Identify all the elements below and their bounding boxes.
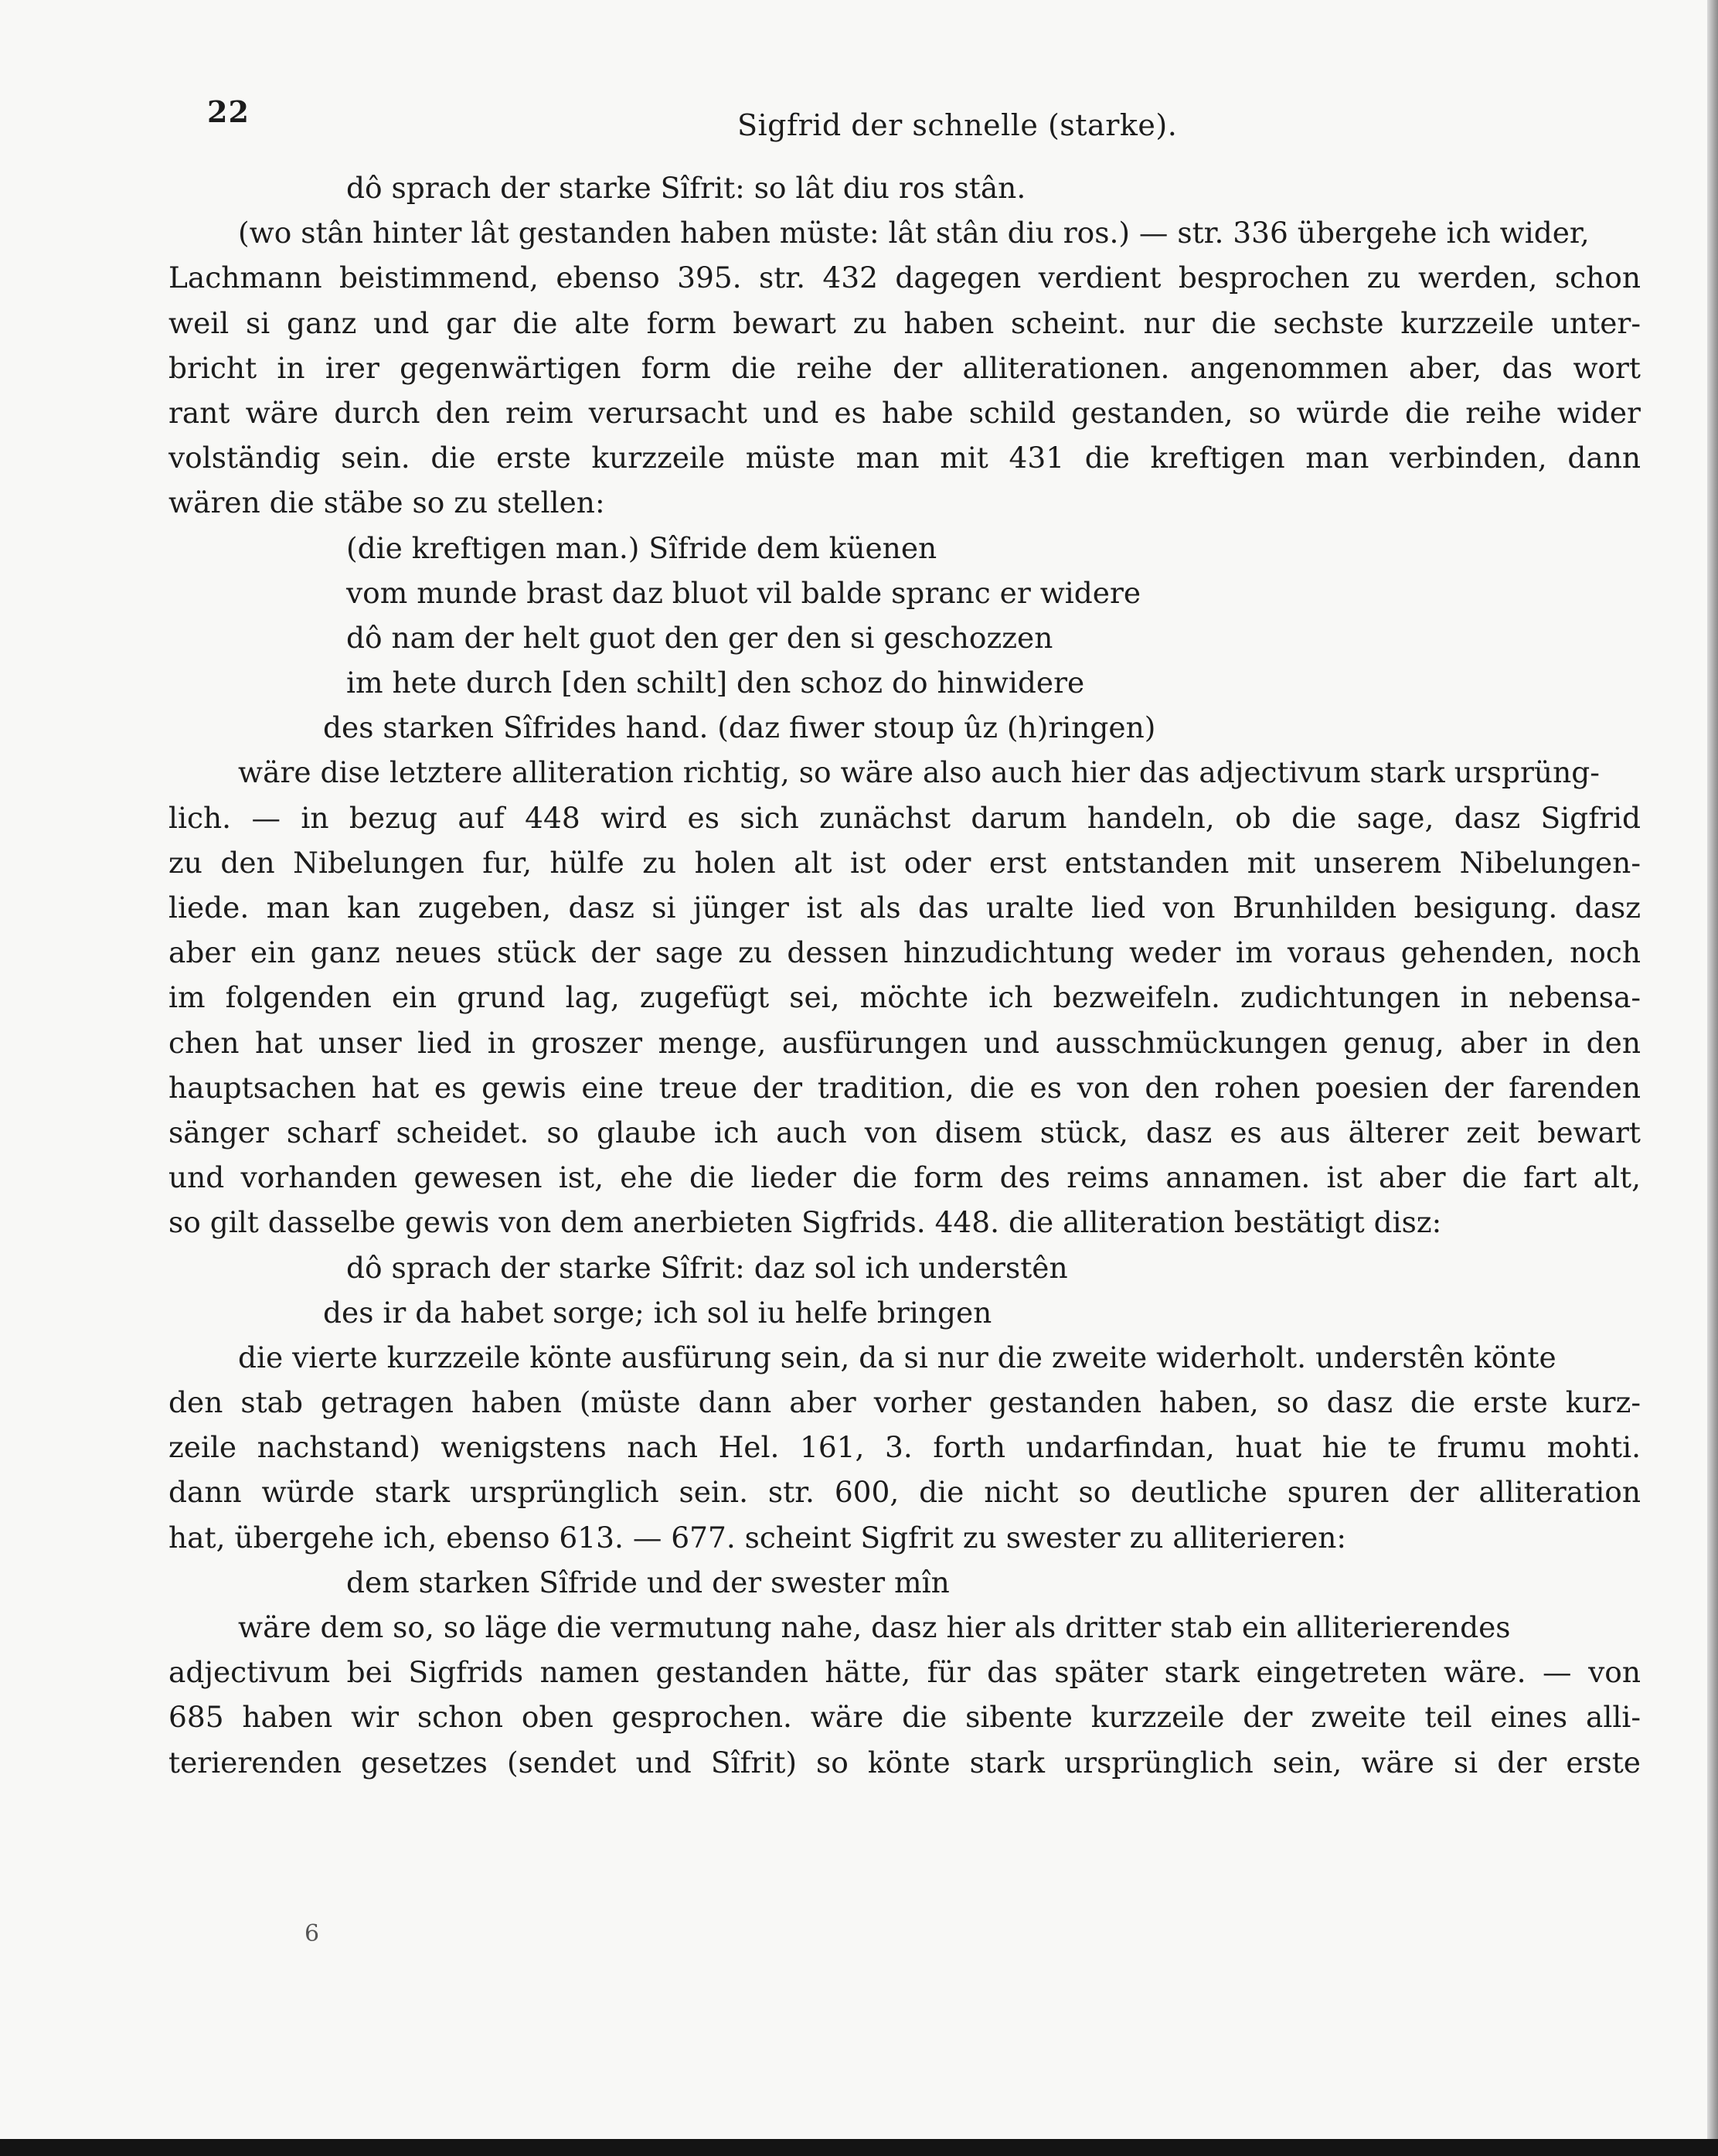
page-number: 22 <box>207 94 250 129</box>
text-line: rant wäre durch den reim verursacht und es habe schild gestanden, so würde die reihe wider <box>168 395 1641 430</box>
text-line: sänger scharf scheidet. so glaube ich auch von disem stück, dasz es aus älterer zeit bewart <box>168 1115 1641 1150</box>
running-title: Sigfrid der schnelle (starke). <box>737 108 1178 142</box>
text-line: und vorhanden gewesen ist, ehe die lieder die form des reims annamen. ist aber die fart alt, <box>168 1160 1641 1195</box>
text-line: lich. — in bezug auf 448 wird es sich zunächst darum handeln, ob die sage, dasz Sigfrid <box>168 800 1641 835</box>
text-line: bricht in irer gegenwärtigen form die reihe der alliterationen. angenommen aber, das wort <box>168 350 1641 385</box>
text-line: (die kreftigen man.) Sîfride dem küenen <box>346 530 937 565</box>
text-line: dô nam der helt guot den ger den si geschozzen <box>346 620 1053 655</box>
signature-mark: 6 <box>304 1920 320 1947</box>
text-line: chen hat unser lied in groszer menge, ausfürungen und ausschmückungen genug, aber in den <box>168 1025 1641 1060</box>
text-line: des ir da habet sorge; ich sol iu helfe bringen <box>323 1295 992 1330</box>
body-text <box>168 165 1641 1785</box>
text-line: wäre dise letztere alliteration richtig, so wäre also auch hier das adjectivum stark ursprüng- <box>238 755 1600 790</box>
scan-border <box>0 2139 1718 2156</box>
text-line: zu den Nibelungen fur, hülfe zu holen alt ist oder erst entstanden mit unserem Nibelungen- <box>168 845 1641 880</box>
text-line: 685 haben wir schon oben gesprochen. wäre die sibente kurzzeile der zweite teil eines alli- <box>168 1700 1641 1735</box>
page-edge-shadow <box>1707 0 1718 2156</box>
page-header <box>207 94 1594 141</box>
text-line: volständig sein. die erste kurzzeile müste man mit 431 die kreftigen man verbinden, dann <box>168 441 1641 475</box>
text-line: hauptsachen hat es gewis eine treue der tradition, die es von den rohen poesien der farenden <box>168 1070 1641 1105</box>
text-line: hat, übergehe ich, ebenso 613. — 677. scheint Sigfrit zu swester zu alliterieren: <box>168 1520 1347 1555</box>
text-line: im folgenden ein grund lag, zugefügt sei, möchte ich bezweifeln. zudichtungen in nebensa- <box>168 980 1641 1015</box>
text-line: dô sprach der starke Sîfrit: daz sol ich understên <box>346 1250 1068 1285</box>
text-line: des starken Sîfrides hand. (daz fiwer stoup ûz (h)ringen) <box>323 710 1156 745</box>
text-line: zeile nachstand) wenigstens nach Hel. 161, 3. forth undarfindan, huat hie te frumu mohti. <box>168 1430 1641 1465</box>
text-line: adjectivum bei Sigfrids namen gestanden hätte, für das später stark eingetreten wäre. — von <box>168 1655 1641 1690</box>
text-line: dann würde stark ursprünglich sein. str. 600, die nicht so deutliche spuren der alliteration <box>168 1475 1641 1510</box>
text-line: aber ein ganz neues stück der sage zu dessen hinzudichtung weder im voraus gehenden, noch <box>168 935 1641 970</box>
text-line: (wo stân hinter lât gestanden haben müste: lât stân diu ros.) — str. 336 übergehe ich wider, <box>238 216 1590 250</box>
text-line: Lachmann beistimmend, ebenso 395. str. 432 dagegen verdient besprochen zu werden, schon <box>168 261 1641 295</box>
text-line: wären die stäbe so zu stellen: <box>168 485 605 520</box>
text-line: so gilt dasselbe gewis von dem anerbieten Sigfrids. 448. die alliteration bestätigt disz: <box>168 1205 1442 1240</box>
text-line: weil si ganz und gar die alte form bewart zu haben scheint. nur die sechste kurzzeile unter- <box>168 305 1641 340</box>
text-line: im hete durch [den schilt] den schoz do hinwidere <box>346 666 1085 700</box>
text-line: den stab getragen haben (müste dann aber vorher gestanden haben, so dasz die erste kurz- <box>168 1385 1641 1420</box>
text-line: terierenden gesetzes (sendet und Sîfrit) so könte stark ursprünglich sein, wäre si der erste <box>168 1745 1641 1780</box>
text-line: vom munde brast daz bluot vil balde spranc er widere <box>346 575 1141 610</box>
text-line: dô sprach der starke Sîfrit: so lât diu ros stân. <box>346 171 1026 205</box>
text-line: dem starken Sîfride und der swester mîn <box>346 1565 950 1599</box>
text-line: die vierte kurzzeile könte ausfürung sein, da si nur die zweite widerholt. understên könte <box>238 1340 1556 1374</box>
text-line: liede. man kan zugeben, dasz si jünger ist als das uralte lied von Brunhilden besigung. dasz <box>168 891 1641 925</box>
text-line: wäre dem so, so läge die vermutung nahe, dasz hier als dritter stab ein alliterierendes <box>238 1610 1511 1644</box>
